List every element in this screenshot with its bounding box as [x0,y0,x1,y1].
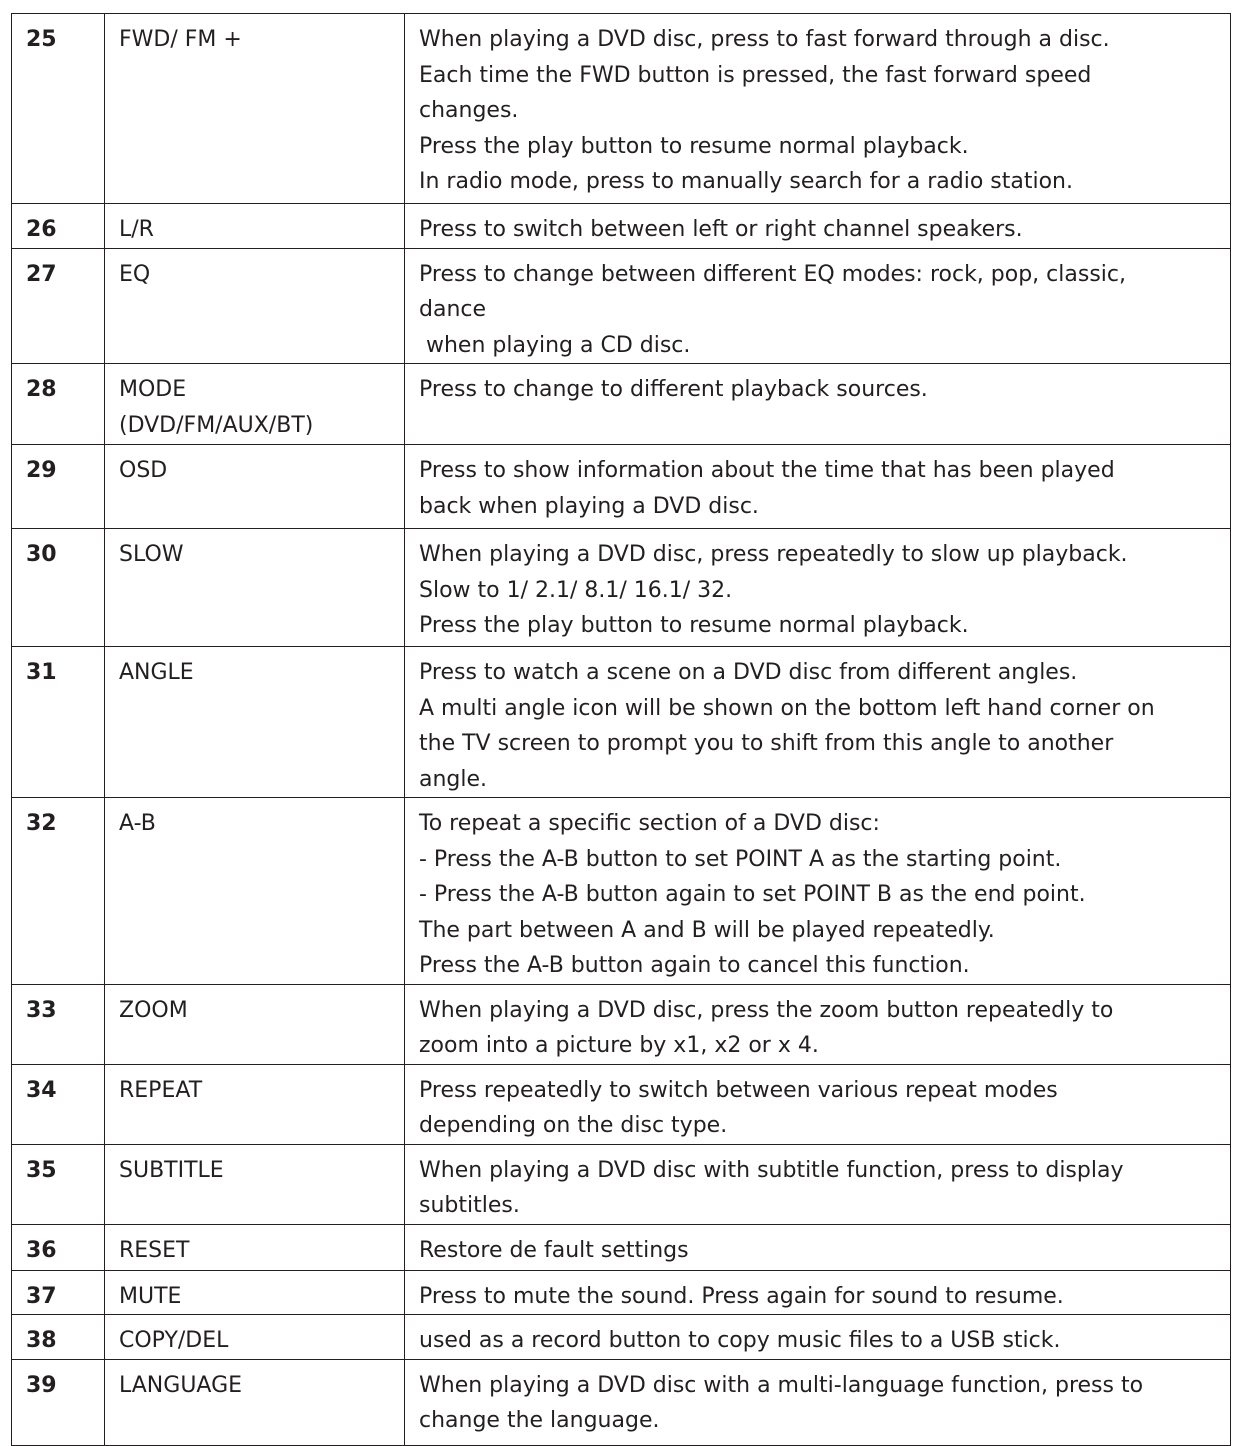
description-line: dance [419,297,487,322]
description-line: back when playing a DVD disc. [419,493,759,519]
description-line: To repeat a specific section of a DVD disc: [419,811,880,836]
row-number: 27 [12,248,105,364]
row-description [405,364,1231,445]
button-name: SUBTITLE [105,1144,405,1224]
row-description [405,204,1231,249]
button-name: SLOW [105,529,405,647]
table-row [12,798,1231,985]
description-line: Press to show information about the time that has been played [419,458,1115,483]
table-row [12,529,1231,647]
description-line: Restore de fault settings [419,1237,689,1263]
description-line: - Press the A-B button again to set POINT B as the end point. [419,882,1086,907]
table-row [12,1224,1231,1270]
button-name: LANGUAGE [105,1359,405,1445]
row-description [405,1224,1231,1270]
row-number: 37 [12,1270,105,1315]
row-number: 39 [12,1359,105,1445]
description-line: Slow to 1/ 2.1/ 8.1/ 16.1/ 32. [419,577,733,603]
button-name: RESET [105,1224,405,1270]
table-row [12,984,1231,1064]
description-line: When playing a DVD disc with a multi-language function, press to [419,1372,1144,1398]
description-line: changes. [419,98,519,123]
button-name: REPEAT [105,1064,405,1144]
description-line: subtitles. [419,1193,520,1218]
row-description [405,984,1231,1064]
description-line: depending on the disc type. [419,1113,728,1138]
table-row [12,1270,1231,1315]
description-line: When playing a DVD disc, press the zoom button repeatedly to [419,997,1114,1023]
table-row [12,1064,1231,1144]
description-line: Press to watch a scene on a DVD disc from different angles. [419,660,1078,685]
description-line: Press the A-B button again to cancel this function. [419,953,970,978]
row-number: 32 [12,798,105,985]
button-name: MUTE [105,1270,405,1315]
table-body [12,14,1231,1446]
button-name: OSD [105,445,405,529]
button-name-text: MODE (DVD/FM/AUX/BT) [119,377,314,438]
row-number: 33 [12,984,105,1064]
description-line: Press the play button to resume normal playback. [419,613,969,638]
description-line: Press to mute the sound. Press again for sound to resume. [419,1283,1064,1309]
table-row [12,647,1231,798]
row-number: 26 [12,204,105,249]
row-description [405,1359,1231,1445]
row-description [405,1144,1231,1224]
description-line: Press to change between different EQ modes: rock, pop, classic, [419,261,1126,287]
row-description [405,248,1231,364]
row-number: 31 [12,647,105,798]
row-number: 25 [12,14,105,204]
row-number: 28 [12,364,105,445]
description-line: When playing a DVD disc, press repeatedly to slow up playback. [419,542,1128,567]
description-line: In radio mode, press to manually search for a radio station. [419,169,1073,194]
row-description [405,1315,1231,1360]
row-number: 36 [12,1224,105,1270]
table-row [12,1359,1231,1445]
description-line: the TV screen to prompt you to shift from this angle to another [419,731,1114,756]
button-name: A-B [105,798,405,985]
row-number: 29 [12,445,105,529]
description-line: - Press the A-B button to set POINT A as the starting point. [419,846,1062,872]
description-line: When playing a DVD disc, press to fast forward through a disc. [419,27,1110,52]
row-description [405,1270,1231,1315]
row-description [405,647,1231,798]
description-line: change the language. [419,1408,660,1433]
button-name: ZOOM [105,984,405,1064]
table-row [12,445,1231,529]
button-name: ANGLE [105,647,405,798]
row-description [405,798,1231,985]
table-row [12,204,1231,249]
row-description [405,1064,1231,1144]
row-number: 35 [12,1144,105,1224]
row-description [405,14,1231,204]
button-name: EQ [105,248,405,364]
button-name: FWD/ FM + [105,14,405,204]
button-name: L/R [105,204,405,249]
button-function-table [11,13,1231,1446]
table-row [12,248,1231,364]
description-line: Press to switch between left or right channel speakers. [419,217,1023,242]
description-line: Press the play button to resume normal playback. [419,133,969,159]
description-line: when playing a CD disc. [419,332,691,358]
description-line: Press repeatedly to switch between various repeat modes [419,1077,1058,1103]
button-name: COPY/DEL [105,1315,405,1360]
button-name [105,364,405,445]
row-number: 34 [12,1064,105,1144]
description-line: A multi angle icon will be shown on the bottom left hand corner on [419,695,1155,721]
table-row [12,364,1231,445]
description-line: Press to change to different playback sources. [419,377,928,402]
table-row [12,14,1231,204]
row-description [405,529,1231,647]
description-line: The part between A and B will be played repeatedly. [419,917,995,943]
description-line: angle. [419,766,488,792]
row-description [405,445,1231,529]
description-line: used as a record button to copy music files to a USB stick. [419,1328,1061,1353]
table-row [12,1315,1231,1360]
description-line: zoom into a picture by x1, x2 or x 4. [419,1033,819,1058]
description-line: When playing a DVD disc with subtitle function, press to display [419,1157,1124,1183]
table-row [12,1144,1231,1224]
row-number: 30 [12,529,105,647]
row-number: 38 [12,1315,105,1360]
description-line: Each time the FWD button is pressed, the fast forward speed [419,62,1092,88]
